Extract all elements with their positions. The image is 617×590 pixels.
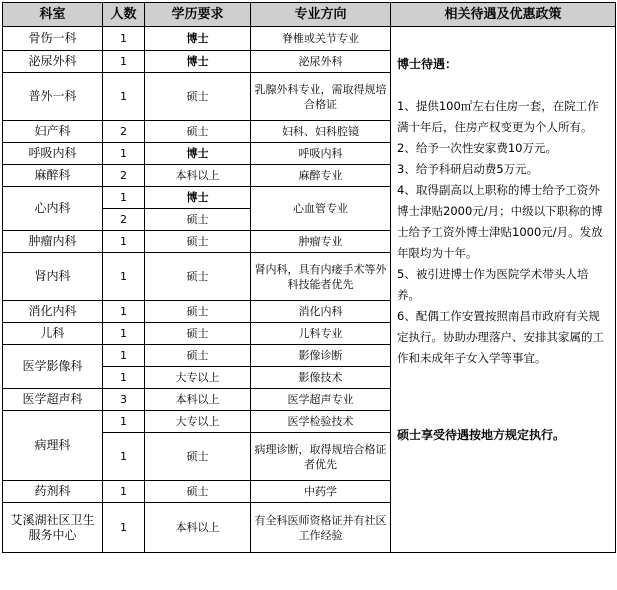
count-cell: 1 — [103, 323, 145, 345]
dept-cell: 麻醉科 — [3, 165, 103, 187]
education-cell: 硕士 — [145, 73, 251, 121]
major-cell: 中药学 — [251, 481, 391, 503]
header-major: 专业方向 — [251, 3, 391, 27]
dept-cell: 儿科 — [3, 323, 103, 345]
dept-cell: 消化内科 — [3, 301, 103, 323]
policy-footer: 硕士享受待遇按地方规定执行。 — [397, 428, 566, 442]
header-count: 人数 — [103, 3, 145, 27]
major-cell: 肾内科，具有内瘘手术等外科技能者优先 — [251, 253, 391, 301]
education-cell: 硕士 — [145, 121, 251, 143]
education-cell: 本科以上 — [145, 165, 251, 187]
education-cell: 硕士 — [145, 209, 251, 231]
dept-cell: 骨伤一科 — [3, 27, 103, 51]
count-cell: 1 — [103, 411, 145, 433]
major-cell: 医学超声专业 — [251, 389, 391, 411]
dept-cell: 普外一科 — [3, 73, 103, 121]
dept-cell: 泌尿外科 — [3, 51, 103, 73]
count-cell: 2 — [103, 165, 145, 187]
count-cell: 1 — [103, 73, 145, 121]
count-cell: 3 — [103, 389, 145, 411]
count-cell: 1 — [103, 345, 145, 367]
dept-cell: 艾溪湖社区卫生服务中心 — [3, 503, 103, 553]
education-cell: 本科以上 — [145, 389, 251, 411]
education-cell: 博士 — [145, 187, 251, 209]
major-cell: 肿瘤专业 — [251, 231, 391, 253]
major-cell: 消化内科 — [251, 301, 391, 323]
dept-cell: 医学影像科 — [3, 345, 103, 389]
policy-item: 1、提供100㎡左右住房一套，在院工作满十年后，住房产权变更为个人所有。 — [397, 99, 599, 134]
dept-cell: 药剂科 — [3, 481, 103, 503]
dept-cell: 医学超声科 — [3, 389, 103, 411]
policy-item: 2、给予一次性安家费10万元。 — [397, 141, 557, 155]
policy-title: 博士待遇： — [397, 57, 458, 71]
count-cell: 1 — [103, 433, 145, 481]
major-cell: 妇科、妇科腔镜 — [251, 121, 391, 143]
education-cell: 大专以上 — [145, 367, 251, 389]
count-cell: 2 — [103, 121, 145, 143]
dept-cell: 肿瘤内科 — [3, 231, 103, 253]
major-cell: 脊椎或关节专业 — [251, 27, 391, 51]
major-cell: 麻醉专业 — [251, 165, 391, 187]
education-cell: 博士 — [145, 143, 251, 165]
dept-cell: 妇产科 — [3, 121, 103, 143]
major-cell: 呼吸内科 — [251, 143, 391, 165]
table-row — [3, 27, 616, 51]
policy-item: 4、取得副高以上职称的博士给予工资外博士津贴2000元/月；中级以下职称的博士给予工资外博士津贴1000元/月。发放年限均为十年。 — [397, 183, 603, 260]
policy-item: 3、给予科研启动费5万元。 — [397, 162, 539, 176]
major-cell: 泌尿外科 — [251, 51, 391, 73]
header-row — [3, 3, 616, 27]
dept-cell: 病理科 — [3, 411, 103, 481]
count-cell: 1 — [103, 481, 145, 503]
major-cell: 影像诊断 — [251, 345, 391, 367]
header-policy: 相关待遇及优惠政策 — [391, 3, 616, 27]
dept-cell: 肾内科 — [3, 253, 103, 301]
header-dept: 科室 — [3, 3, 103, 27]
count-cell: 2 — [103, 209, 145, 231]
education-cell: 硕士 — [145, 323, 251, 345]
education-cell: 硕士 — [145, 301, 251, 323]
policy-item: 6、配偶工作安置按照南昌市政府有关规定执行。协助办理落户、安排其家属的工作和未成年子女入学等事宜。 — [397, 309, 604, 365]
education-cell: 硕士 — [145, 345, 251, 367]
education-cell: 博士 — [145, 27, 251, 51]
count-cell: 1 — [103, 231, 145, 253]
header-education: 学历要求 — [145, 3, 251, 27]
count-cell: 1 — [103, 253, 145, 301]
major-cell: 影像技术 — [251, 367, 391, 389]
education-cell: 本科以上 — [145, 503, 251, 553]
count-cell: 1 — [103, 367, 145, 389]
education-cell: 大专以上 — [145, 411, 251, 433]
education-cell: 硕士 — [145, 253, 251, 301]
count-cell: 1 — [103, 301, 145, 323]
count-cell: 1 — [103, 503, 145, 553]
major-cell: 有全科医师资格证并有社区工作经验 — [251, 503, 391, 553]
education-cell: 博士 — [145, 51, 251, 73]
dept-cell: 呼吸内科 — [3, 143, 103, 165]
major-cell: 心血管专业 — [251, 187, 391, 231]
count-cell: 1 — [103, 143, 145, 165]
count-cell: 1 — [103, 51, 145, 73]
count-cell: 1 — [103, 27, 145, 51]
education-cell: 硕士 — [145, 481, 251, 503]
education-cell: 硕士 — [145, 231, 251, 253]
major-cell: 医学检验技术 — [251, 411, 391, 433]
major-cell: 乳腺外科专业，需取得规培合格证 — [251, 73, 391, 121]
dept-cell: 心内科 — [3, 187, 103, 231]
recruitment-table — [2, 2, 616, 553]
education-cell: 硕士 — [145, 433, 251, 481]
policy-cell — [391, 27, 616, 553]
policy-item: 5、被引进博士作为医院学术带头人培养。 — [397, 267, 589, 302]
major-cell: 病理诊断，取得规培合格证者优先 — [251, 433, 391, 481]
major-cell: 儿科专业 — [251, 323, 391, 345]
count-cell: 1 — [103, 187, 145, 209]
